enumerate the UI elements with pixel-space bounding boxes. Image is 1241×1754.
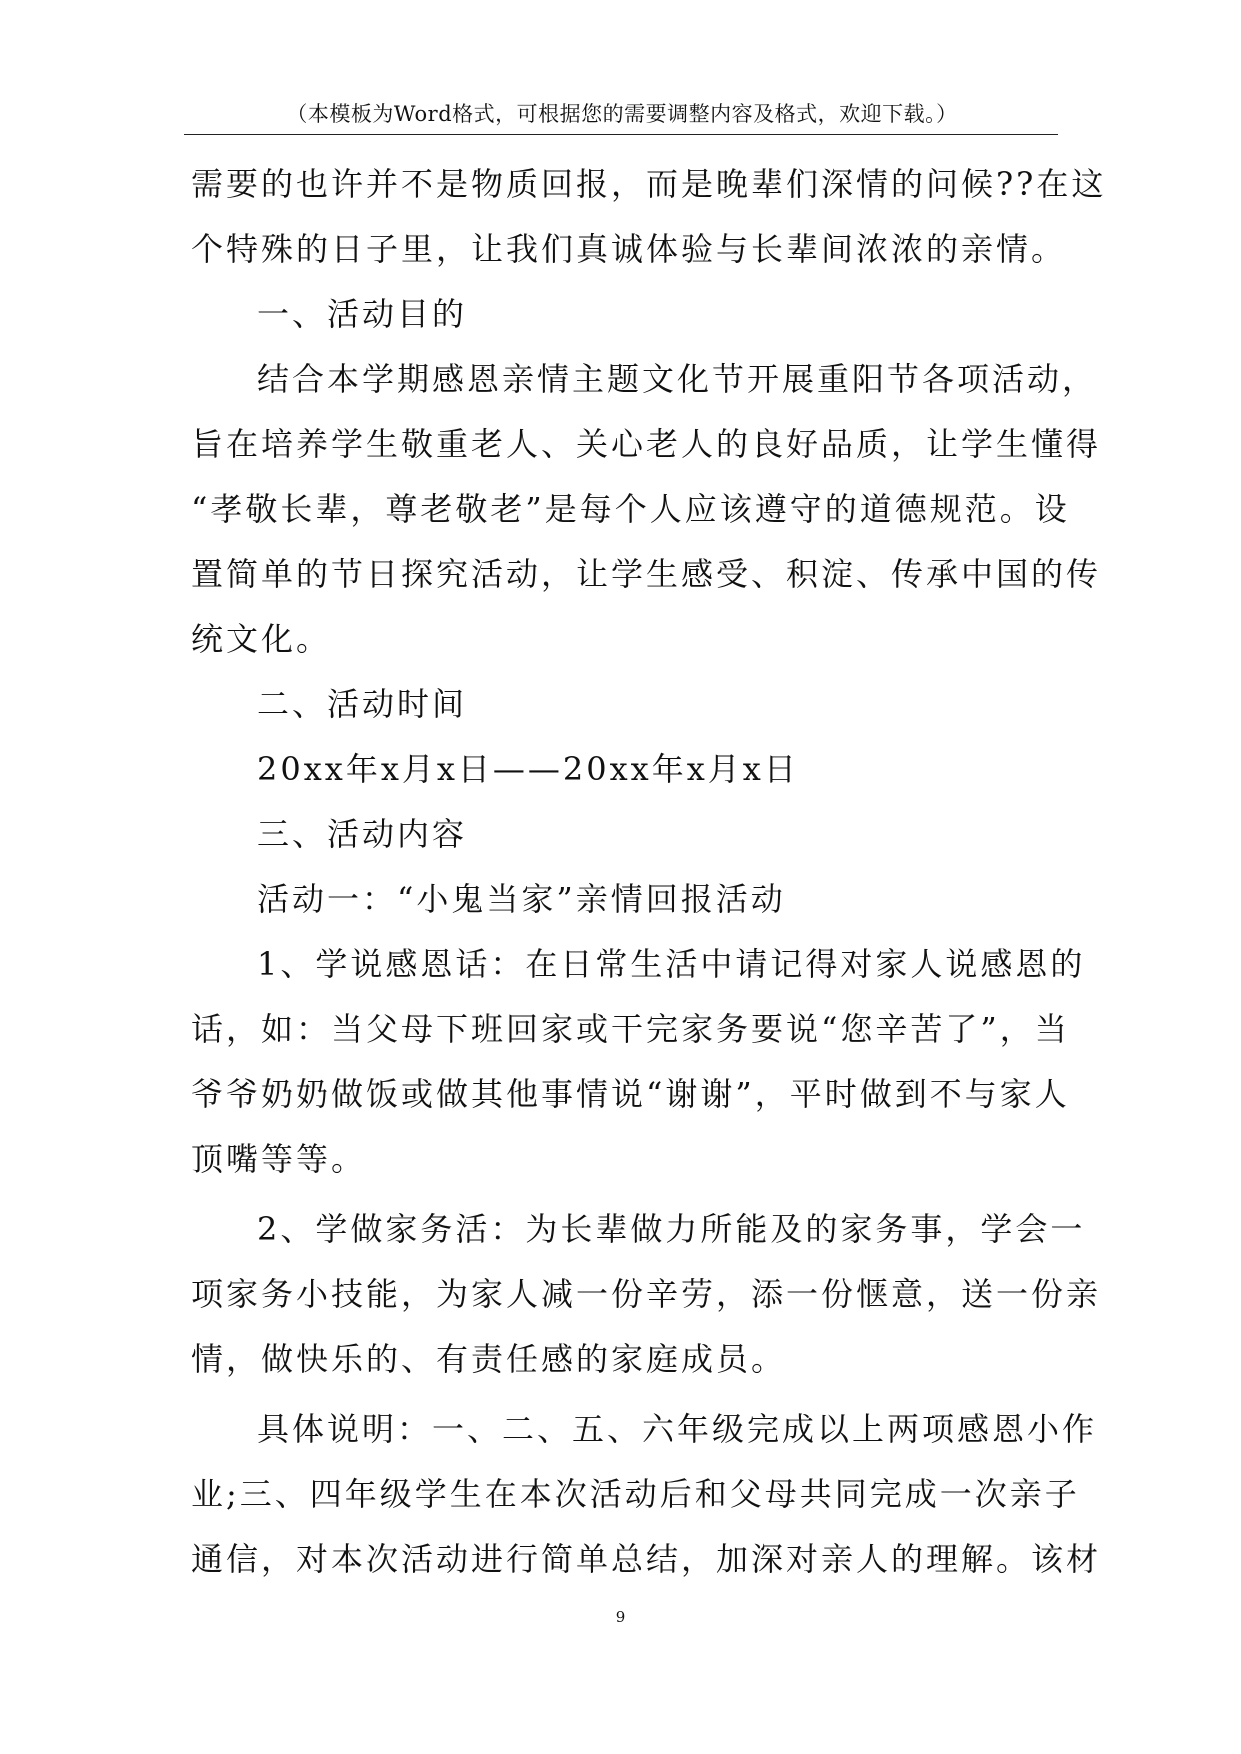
body-line: 2、学做家务活：为长辈做力所能及的家务事，学会一 [257,1210,1086,1248]
body-line: 爷爷奶奶做饭或做其他事情说“谢谢”，平时做到不与家人 [191,1075,1070,1113]
document-body [191,152,1107,1592]
page-number: 9 [615,1608,626,1626]
header-note: （本模板为Word格式，可根据您的需要调整内容及格式，欢迎下载。） [286,102,958,126]
header-divider [184,134,1058,135]
body-line: 项家务小技能，为家人减一份辛劳，添一份惬意，送一份亲 [191,1275,1102,1313]
body-line: 具体说明：一、二、五、六年级完成以上两项感恩小作 [257,1410,1098,1448]
activity-date-range: 20xx年x月x日——20xx年x月x日 [257,750,799,788]
section-heading-time: 二、活动时间 [257,685,468,723]
body-line: 话，如：当父母下班回家或干完家务要说“您辛苦了”，当 [191,1010,1070,1048]
body-line: 置简单的节日探究活动，让学生感受、积淀、传承中国的传 [191,555,1102,593]
body-line: 统文化。 [191,620,332,658]
activity-one-title: 活动一：“小鬼当家”亲情回报活动 [257,880,786,918]
body-line: 需要的也许并不是物质回报，而是晚辈们深情的问候??在这 [191,165,1107,203]
section-heading-content: 三、活动内容 [257,815,468,853]
body-line: 旨在培养学生敬重老人、关心老人的良好品质，让学生懂得 [191,425,1102,463]
body-line: 业;三、四年级学生在本次活动后和父母共同完成一次亲子 [191,1475,1080,1513]
body-line: 个特殊的日子里，让我们真诚体验与长辈间浓浓的亲情。 [191,230,1067,268]
body-line: 通信，对本次活动进行简单总结，加深对亲人的理解。该材 [191,1540,1102,1578]
body-line: 情，做快乐的、有责任感的家庭成员。 [191,1340,787,1378]
body-line: 顶嘴等等。 [191,1140,367,1178]
body-line: 1、学说感恩话：在日常生活中请记得对家人说感恩的 [257,945,1086,983]
body-line: 结合本学期感恩亲情主题文化节开展重阳节各项活动， [257,360,1098,398]
section-heading-purpose: 一、活动目的 [257,295,468,333]
body-line: “孝敬长辈，尊老敬老”是每个人应该遵守的道德规范。设 [191,490,1070,528]
